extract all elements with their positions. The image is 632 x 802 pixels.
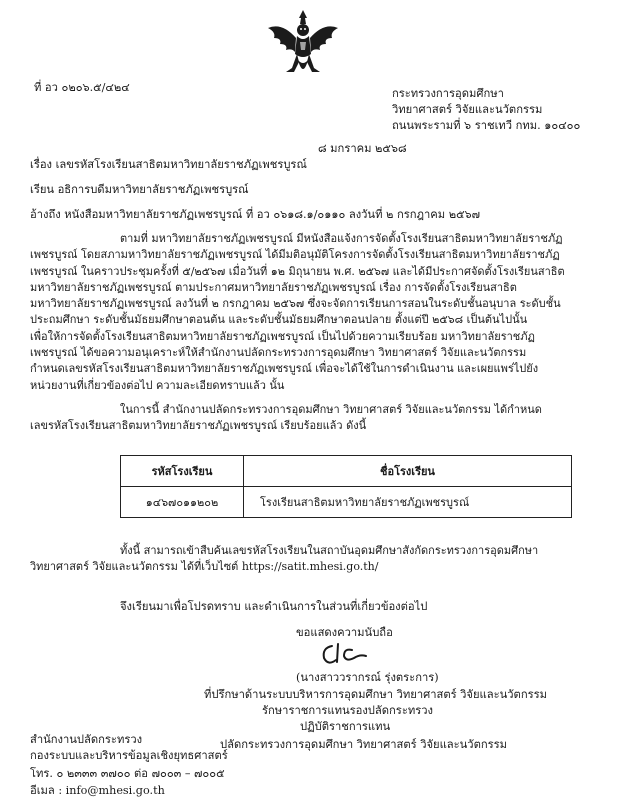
table-header-code: รหัสโรงเรียน <box>121 456 244 487</box>
table-header-name: ชื่อโรงเรียน <box>244 456 572 487</box>
document-date: ๘ มกราคม ๒๕๖๘ <box>318 142 407 155</box>
ministry-name: กระทรวงการอุดมศึกษา <box>392 87 504 100</box>
body-paragraph-2: ในการนี้ สำนักงานปลัดกระทรวงการอุดมศึกษา วิทยาศาสตร์ วิจัยและนวัตกรรม ได้กำหนด เลขรหัสโรงเรียนสาธิตมหาวิทยาลัยราชภัฏเพชรบูรณ์ เรียบร้อยแล้ว ดังนี้ <box>30 403 542 433</box>
body-paragraph-3: ทั้งนี้ สามารถเข้าสืบค้นเลขรหัสโรงเรียนในสถาบันอุดมศึกษาสังกัดกระทรวงการอุดมศึกษา วิทยาศาสตร์ วิจัยและนวัตกรรม ได้ที่เว็บไซต์ https://satit.mhesi.go.th/ <box>30 544 539 574</box>
school-code-table <box>120 455 572 518</box>
garuda-emblem <box>264 8 342 80</box>
document-number: ที่ อว ๐๒๐๖.๕/๔๒๔ <box>34 81 130 94</box>
signer-title: ที่ปรึกษาด้านระบบบริหารการอุดมศึกษา วิทยาศาสตร์ วิจัยและนวัตกรรม <box>204 688 547 701</box>
footer-division: กองระบบและบริหารข้อมูลเชิงยุทธศาสตร์ <box>30 749 228 762</box>
school-code-cell: ๑๔๖๗๐๑๑๒๐๒ <box>121 487 244 518</box>
subject-line: เรื่อง เลขรหัสโรงเรียนสาธิตมหาวิทยาลัยราชภัฏเพชรบูรณ์ <box>30 158 307 171</box>
footer-phone: โทร. ๐ ๒๓๓๓ ๓๗๐๐ ต่อ ๗๐๐๓ – ๗๐๐๕ <box>30 767 225 780</box>
signer-permanent-secretary: ปลัดกระทรวงการอุดมศึกษา วิทยาศาสตร์ วิจัยและนวัตกรรม <box>220 738 508 751</box>
body-paragraph-1: ตามที่ มหาวิทยาลัยราชภัฏเพชรบูรณ์ มีหนังสือแจ้งการจัดตั้งโรงเรียนสาธิตมหาวิทยาลัยราชภัฏ เพชรบูรณ์ โดยสภามหาวิทยาลัยราชภัฏเพชรบูรณ์ ได้มีมติอนุมัติโครงการจัดตั้งโรงเรียนสาธิตมหาวิทยาลัยราชภัฏ เพชรบูรณ์ ในคราวประชุมครั้งที่ ๕/๒๕๖๗ เมื่อวันที่ ๑๒ มิถุนายน พ.ศ. ๒๕๖๗ และได้มีประกาศจัดตั้งโรงเรียนสาธิต มหาวิทยาลัยราชภัฏเพชรบูรณ์ ตามประกาศมหาวิทยาลัยราชภัฏเพชรบูรณ์ เรื่อง การจัดตั้งโรงเรียนสาธิต มหาวิทยาลัยราชภัฏเพชรบูรณ์ ลงวันที่ ๒ กรกฎาคม ๒๕๖๗ ซึ่งจะจัดการเรียนการสอนในระดับชั้นอนุบาล ระดับชั้น ประถมศึกษา ระดับชั้นมัธยมศึกษาตอนต้น และระดับชั้นมัธยมศึกษาตอนปลาย ตั้งแต่ปี ๒๕๖๘ เป็นต้นไปนั้น เพื่อให้การจัดตั้งโรงเรียนสาธิตมหาวิทยาลัยราชภัฏเพชรบูรณ์ เป็นไปด้วยความเรียบร้อย มหาวิทยาลัยราชภัฏ เพชรบูรณ์ ได้ขอความอนุเคราะห์ให้สำนักงานปลัดกระทรวงการอุดมศึกษา วิทยาศาสตร์ วิจัยและนวัตกรรม กำหนดเลขรหัสโรงเรียนสาธิตมหาวิทยาลัยราชภัฏเพชรบูรณ์ เพื่อจะได้ใช้ในการดำเนินงาน และเผยแพร่ไปยัง หน่วยงานที่เกี่ยวข้องต่อไป ความละเอียดทราบแล้ว นั้น <box>30 232 565 392</box>
signer-acting-title: รักษาราชการแทนรองปลัดกระทรวง <box>262 704 433 717</box>
signature <box>318 640 382 668</box>
signer-on-behalf: ปฏิบัติราชการแทน <box>300 720 391 733</box>
signer-name: (นางสาววรากรณ์ รุ่งตระการ) <box>296 671 439 684</box>
footer-email: อีเมล : info@mhesi.go.th <box>30 784 165 797</box>
table-row <box>121 487 572 518</box>
ministry-name-line2: วิทยาศาสตร์ วิจัยและนวัตกรรม <box>392 103 543 116</box>
footer-office: สำนักงานปลัดกระทรวง <box>30 733 143 746</box>
closing-request: จึงเรียนมาเพื่อโปรดทราบ และดำเนินการในส่วนที่เกี่ยวข้องต่อไป <box>120 600 428 613</box>
ministry-address: ถนนพระรามที่ ๖ ราชเทวี กทม. ๑๐๔๐๐ <box>392 119 581 132</box>
reference-line: อ้างถึง หนังสือมหาวิทยาลัยราชภัฏเพชรบูรณ์ ที่ อว ๐๖๑๘.๑/๐๑๑๐ ลงวันที่ ๒ กรกฎาคม ๒๕๖๗ <box>30 208 481 221</box>
school-name-cell: โรงเรียนสาธิตมหาวิทยาลัยราชภัฏเพชรบูรณ์ <box>244 487 572 518</box>
salutation: ขอแสดงความนับถือ <box>296 626 393 639</box>
recipient-line: เรียน อธิการบดีมหาวิทยาลัยราชภัฏเพชรบูรณ์ <box>30 183 249 196</box>
